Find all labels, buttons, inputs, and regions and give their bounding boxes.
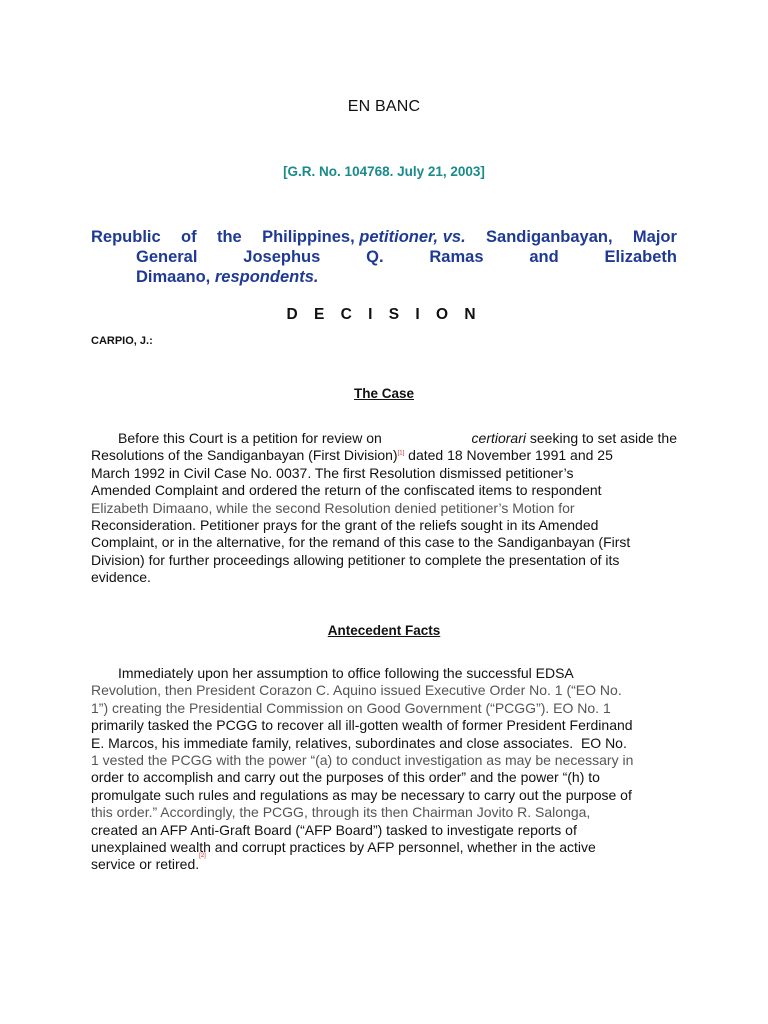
text-run-italic: certiorari (471, 430, 526, 446)
text-run: 1”) creating the Presidential Commission on Good Government (“PCGG”). EO No. 1 (91, 699, 611, 716)
party-word: Dimaano, (136, 268, 211, 286)
text-run: Before this Court is a petition for review on (118, 430, 382, 446)
paragraph-line (91, 839, 677, 856)
paragraph-line (91, 700, 677, 717)
text-run: this order.” Accordingly, the PCGG, through its then Chairman Jovito R. Salonga, (91, 804, 591, 821)
party-word: Sandiganbayan, (486, 228, 613, 246)
paragraph-line (91, 430, 677, 447)
party-word: of (181, 228, 197, 246)
court-division: EN BANC (347, 98, 421, 115)
section-heading-the-case: The Case (353, 386, 415, 401)
party-word: and (529, 248, 559, 266)
text-run: evidence. (91, 569, 151, 586)
party-word: Philippines, (262, 228, 355, 246)
party-word: Q. (366, 248, 384, 266)
text-run: Immediately upon her assumption to office following the successful EDSA (118, 665, 574, 681)
party-word: General (136, 248, 198, 266)
text-run: March 1992 in Civil Case No. 0037. The first Resolution dismissed petitioner’s (91, 464, 574, 481)
text-run: Revolution, then President Corazon C. Aquino issued Executive Order No. 1 (“EO No. (91, 682, 622, 699)
parties-line-2 (91, 247, 677, 267)
paragraph-line (91, 822, 677, 839)
text-run: service or retired. (91, 856, 200, 873)
parties-line-3 (91, 267, 677, 287)
paragraph-line (91, 682, 677, 699)
ponente: CARPIO, J.: (91, 335, 153, 347)
paragraph-line (91, 853, 677, 873)
party-word (262, 227, 466, 247)
text-run: primarily tasked the PCGG to recover all ill-gotten wealth of former President Ferdinand (91, 717, 633, 734)
parties-line-1 (91, 227, 677, 247)
decision-title: D E C I S I O N (286, 306, 482, 323)
footnote-link[interactable]: [1] (397, 450, 405, 457)
paragraph-line (91, 500, 677, 517)
text-run: Complaint, or in the alternative, for the remand of this case to the Sandiganbayan (First (91, 534, 631, 551)
paragraph-line (91, 517, 677, 534)
text-run: Division) for further proceedings allowing petitioner to complete the presentation of its (91, 551, 620, 568)
text-run: 1 vested the PCGG with the power “(a) to conduct investigation as may be necessary in (91, 752, 634, 769)
paragraph-line (91, 752, 677, 769)
footnote-link[interactable]: [2] (199, 853, 206, 860)
text-run: E. Marcos, his immediate family, relatives, subordinates and close associates. EO No. (91, 734, 627, 751)
text-run: order to accomplish and carry out the purposes of this order” and the power “(h) to (91, 769, 600, 786)
text-run: Elizabeth Dimaano, while the second Resolution denied petitioner’s Motion for (91, 499, 575, 516)
paragraph-line (91, 569, 677, 586)
paragraph-line (91, 665, 677, 682)
party-word: the (216, 228, 242, 246)
text-run: Resolutions of the Sandiganbayan (First Division) (91, 447, 398, 464)
paragraph-line (91, 735, 677, 752)
paragraph-line (91, 465, 677, 482)
party-word: Major (632, 228, 677, 246)
party-role: respondents. (214, 268, 319, 286)
party-word: Ramas (429, 248, 484, 266)
text-run: Amended Complaint and ordered the return of the confiscated items to respondent (91, 482, 602, 499)
party-word: Republic (91, 228, 161, 246)
section-heading-antecedent-facts: Antecedent Facts (327, 623, 441, 638)
case-parties (91, 227, 677, 287)
paragraph-line (91, 534, 677, 551)
text-run: created an AFP Anti-Graft Board (“AFP Board”) tasked to investigate reports of (91, 821, 577, 838)
text-run: Reconsideration. Petitioner prays for the grant of the reliefs sought in its Amended (91, 517, 599, 534)
paragraph-line (91, 717, 677, 734)
paragraph-line (91, 482, 677, 499)
text-run: promulgate such rules and regulations as may be necessary to carry out the purpose of (91, 786, 632, 803)
text-run: dated 18 November 1991 and 25 (404, 447, 613, 464)
paragraph-antecedent-facts (91, 665, 677, 874)
party-role: petitioner, vs. (359, 228, 466, 246)
paragraph-line (91, 804, 677, 821)
paragraph-line (91, 787, 677, 804)
case-number: [G.R. No. 104768. July 21, 2003] (283, 164, 485, 179)
text-run: seeking to set aside the (529, 430, 677, 446)
paragraph-line (91, 447, 677, 464)
text-run: unexplained wealth and corrupt practices by AFP personnel, whether in the active (91, 839, 596, 856)
paragraph-line (91, 552, 677, 569)
paragraph-the-case (91, 430, 677, 587)
party-word: Josephus (243, 248, 321, 266)
party-word: Elizabeth (604, 248, 677, 266)
paragraph-line (91, 769, 677, 786)
